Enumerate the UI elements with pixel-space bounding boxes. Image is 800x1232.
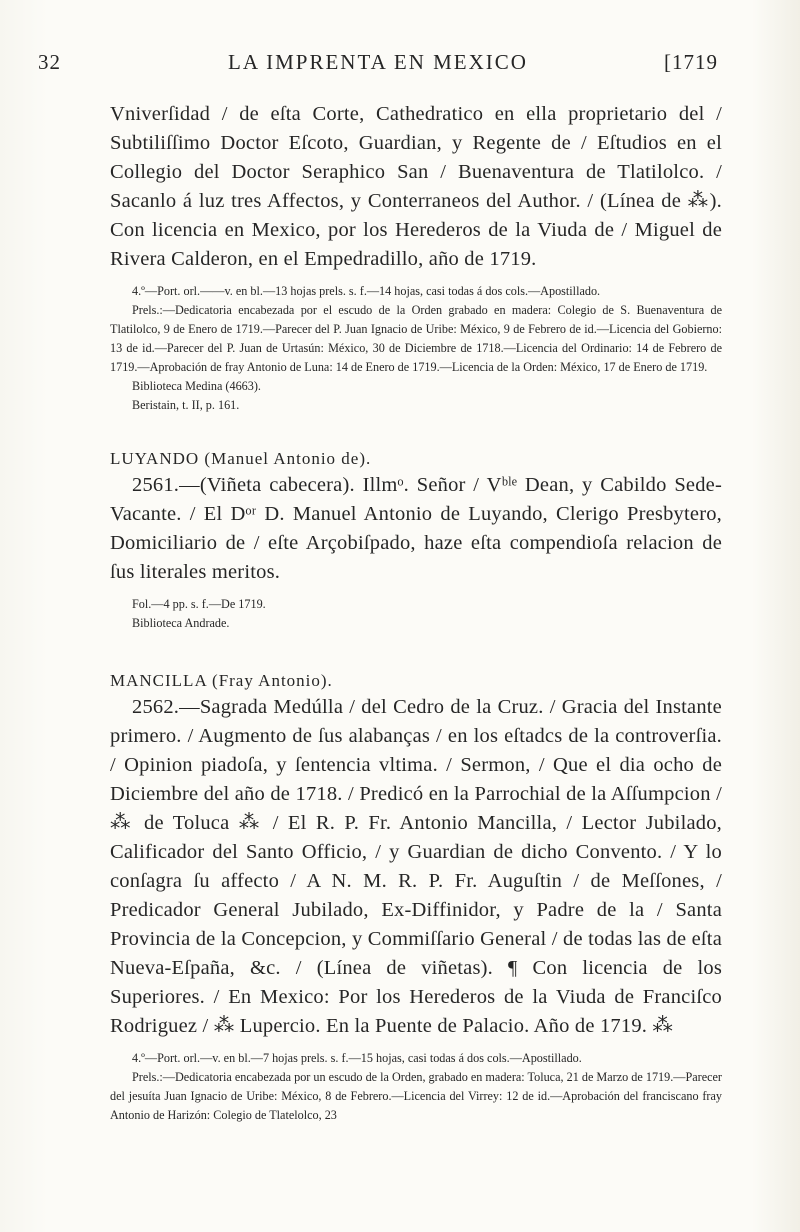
year-marker: [1719 bbox=[664, 50, 718, 74]
entry-library: Biblioteca Andrade. bbox=[132, 616, 230, 630]
entry-physical-description: Fol.—4 pp. s. f.—De 1719. bbox=[132, 597, 266, 611]
entry-2562 bbox=[110, 671, 722, 1125]
entry-author: MANCILLA (Fray Antonio). bbox=[110, 671, 333, 690]
entry-preliminaries: Prels.:—Dedicatoria encabezada por el escudo de la Orden grabado en madera: Colegio de S. Buenaventura de Tlatilolco, 9 de Enero de 1719.—Parecer del P. Juan Ignacio de Uribe: México, 9 de Febrero de id.—Licencia del Gobierno: 13 de id.—Parecer del P. Juan de Urtasún: México, 30 de Diciembre de 1718.—Licencia del Ordinario: 14 de Febrero de 1719.—Aprobación de fray Antonio de Luna: 14 de Enero de 1719.—Licencia de la Orden: México, 17 de Enero de 1719. bbox=[110, 303, 722, 374]
entry-physical-description: 4.º—Port. orl.—v. en bl.—7 hojas prels. s. f.—15 hojas, casi todas á dos cols.—Apostillado. bbox=[132, 1051, 582, 1065]
entry-preliminaries: Prels.:—Dedicatoria encabezada por un escudo de la Orden, grabado en madera: Toluca, 21 de Marzo de 1719.—Parecer del jesuíta Juan Ignacio de Uribe: México, 8 de Febrero.—Licencia del Virrey: 12 de id.—Aprobación del franciscano fray Antonio de Harizón: Colegio de Tlatelolco, 23 bbox=[110, 1070, 722, 1122]
entry-library: Biblioteca Medina (4663). bbox=[132, 379, 261, 393]
entry-2560-continuation bbox=[110, 100, 722, 415]
entry-title-text: Vniverſidad / de eſta Corte, Cathedratico en ella proprietario del / Subtiliſſimo Doctor Eſcoto, Guardian, y Regente de / Eſtudios en el Collegio del Doctor Seraphico San / Buenaventura de Tlatilolco. / Sacanlo á luz tres Affectos, y Conterraneos del Author. / (Línea de ⁂). Con licencia en Mexico, por los Herederos de la Viuda de / Miguel de Rivera Calderon, en el Empedradillo, año de 1719. bbox=[110, 103, 722, 270]
entry-2561 bbox=[110, 449, 722, 633]
entry-author: LUYANDO (Manuel Antonio de). bbox=[110, 449, 372, 468]
page-header bbox=[38, 50, 718, 86]
entry-physical-description: 4.º—Port. orl.——v. en bl.—13 hojas prels. s. f.—14 hojas, casi todas á dos cols.—Apostillado. bbox=[132, 284, 601, 298]
page-number: 32 bbox=[38, 50, 61, 74]
page-content bbox=[110, 100, 722, 1125]
entry-reference: Beristain, t. II, p. 161. bbox=[132, 398, 240, 412]
running-head: LA IMPRENTA EN MEXICO bbox=[228, 50, 528, 74]
entry-title-text: 2562.—Sagrada Medúlla / del Cedro de la Cruz. / Gracia del Instante primero. / Augmento de ſus alabanças / en los eſtadcs de la controverſia. / Opinion piadoſa, y ſentencia vltima. / Sermon, / Que el dia ocho de Diciembre del año de 1718. / Predicó en la Parrochial de la Aſſumpcion / ⁂ de Toluca ⁂ / El R. P. Fr. Antonio Mancilla, / Lector Jubilado, Calificador del Santo Officio, / y Guardian de dicho Convento. / Y lo conſagra ſu affecto / A N. M. R. P. Fr. Auguſtin / de Meſſones, / Predicador General Jubilado, Ex-Diffinidor, y Padre de la / Santa Provincia de la Concepcion, y Commiſſario General / de todas las de eſta Nueva-Eſpaña, &c. / (Línea de viñetas). ¶ Con licencia de los Superiores. / En Mexico: Por los Herederos de la Viuda de Franciſco Rodriguez / ⁂ Lupercio. En la Puente de Palacio. Año de 1719. ⁂ bbox=[110, 696, 722, 1037]
entry-title-text: 2561.—(Viñeta cabecera). Illmᵒ. Señor / Vᵇˡᵉ Dean, y Cabildo Sede-Vacante. / El Dᵒʳ D. Manuel Antonio de Luyando, Clerigo Presbytero, Domiciliario de / eſte Arçobiſpado, haze eſta compendioſa relacion de ſus literales meritos. bbox=[110, 474, 722, 583]
